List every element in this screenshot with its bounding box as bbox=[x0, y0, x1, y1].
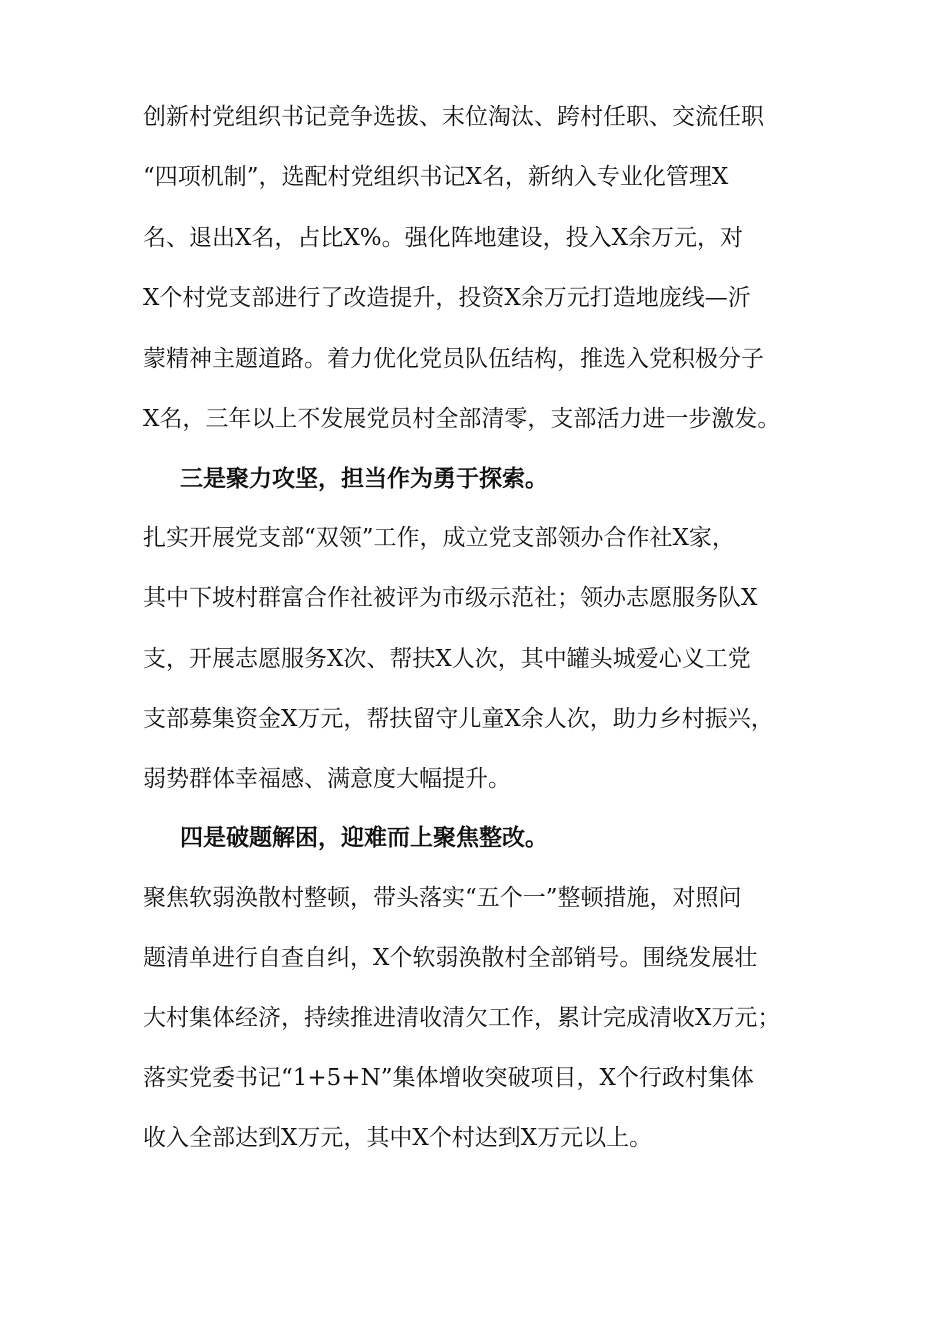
body-text-line: “四项机制”，选配村党组织书记X名，新纳入专业化管理X bbox=[143, 164, 729, 190]
body-text-line: 其中下坡村群富合作社被评为市级示范社；领办志愿服务队X bbox=[143, 585, 758, 611]
section-heading-3: 三是聚力攻坚，担当作为勇于探索。 bbox=[180, 465, 548, 492]
body-text-line: 题清单进行自查自纠，X个软弱涣散村全部销号。围绕发展壮 bbox=[143, 945, 758, 971]
body-text-line: 蒙精神主题道路。着力优化党员队伍结构，推选入党积极分子 bbox=[143, 346, 764, 372]
body-text-line: 支，开展志愿服务X次、帮扶X人次，其中罐头城爱心义工党 bbox=[143, 646, 751, 672]
body-text-line: 收入全部达到X万元，其中X个村达到X万元以上。 bbox=[143, 1125, 653, 1151]
body-text-line: 聚焦软弱涣散村整顿，带头落实“五个一”整顿措施，对照问 bbox=[143, 885, 742, 911]
body-text-line: 弱势群体幸福感、满意度大幅提升。 bbox=[143, 766, 511, 792]
body-text-line: 支部募集资金X万元，帮扶留守儿童X余人次，助力乡村振兴， bbox=[143, 706, 774, 732]
body-text-line: 名、退出X名，占比X%。强化阵地建设，投入X余万元，对 bbox=[143, 225, 743, 251]
body-text-line: X名，三年以上不发展党员村全部清零，支部活力进一步激发。 bbox=[143, 406, 781, 432]
body-text-line: 大村集体经济，持续推进清收清欠工作，累计完成清收X万元； bbox=[143, 1005, 781, 1031]
body-text-line: 落实党委书记“1+5+N”集体增收突破项目，X个行政村集体 bbox=[143, 1065, 754, 1091]
body-text-line: 扎实开展党支部“双领”工作，成立党支部领办合作社X家， bbox=[143, 525, 735, 551]
body-text-line: 创新村党组织书记竞争选拔、末位淘汰、跨村任职、交流任职 bbox=[143, 104, 764, 130]
body-text-line: X个村党支部进行了改造提升，投资X余万元打造地庞线—沂 bbox=[143, 285, 751, 311]
section-heading-4: 四是破题解困，迎难而上聚焦整改。 bbox=[180, 824, 548, 851]
